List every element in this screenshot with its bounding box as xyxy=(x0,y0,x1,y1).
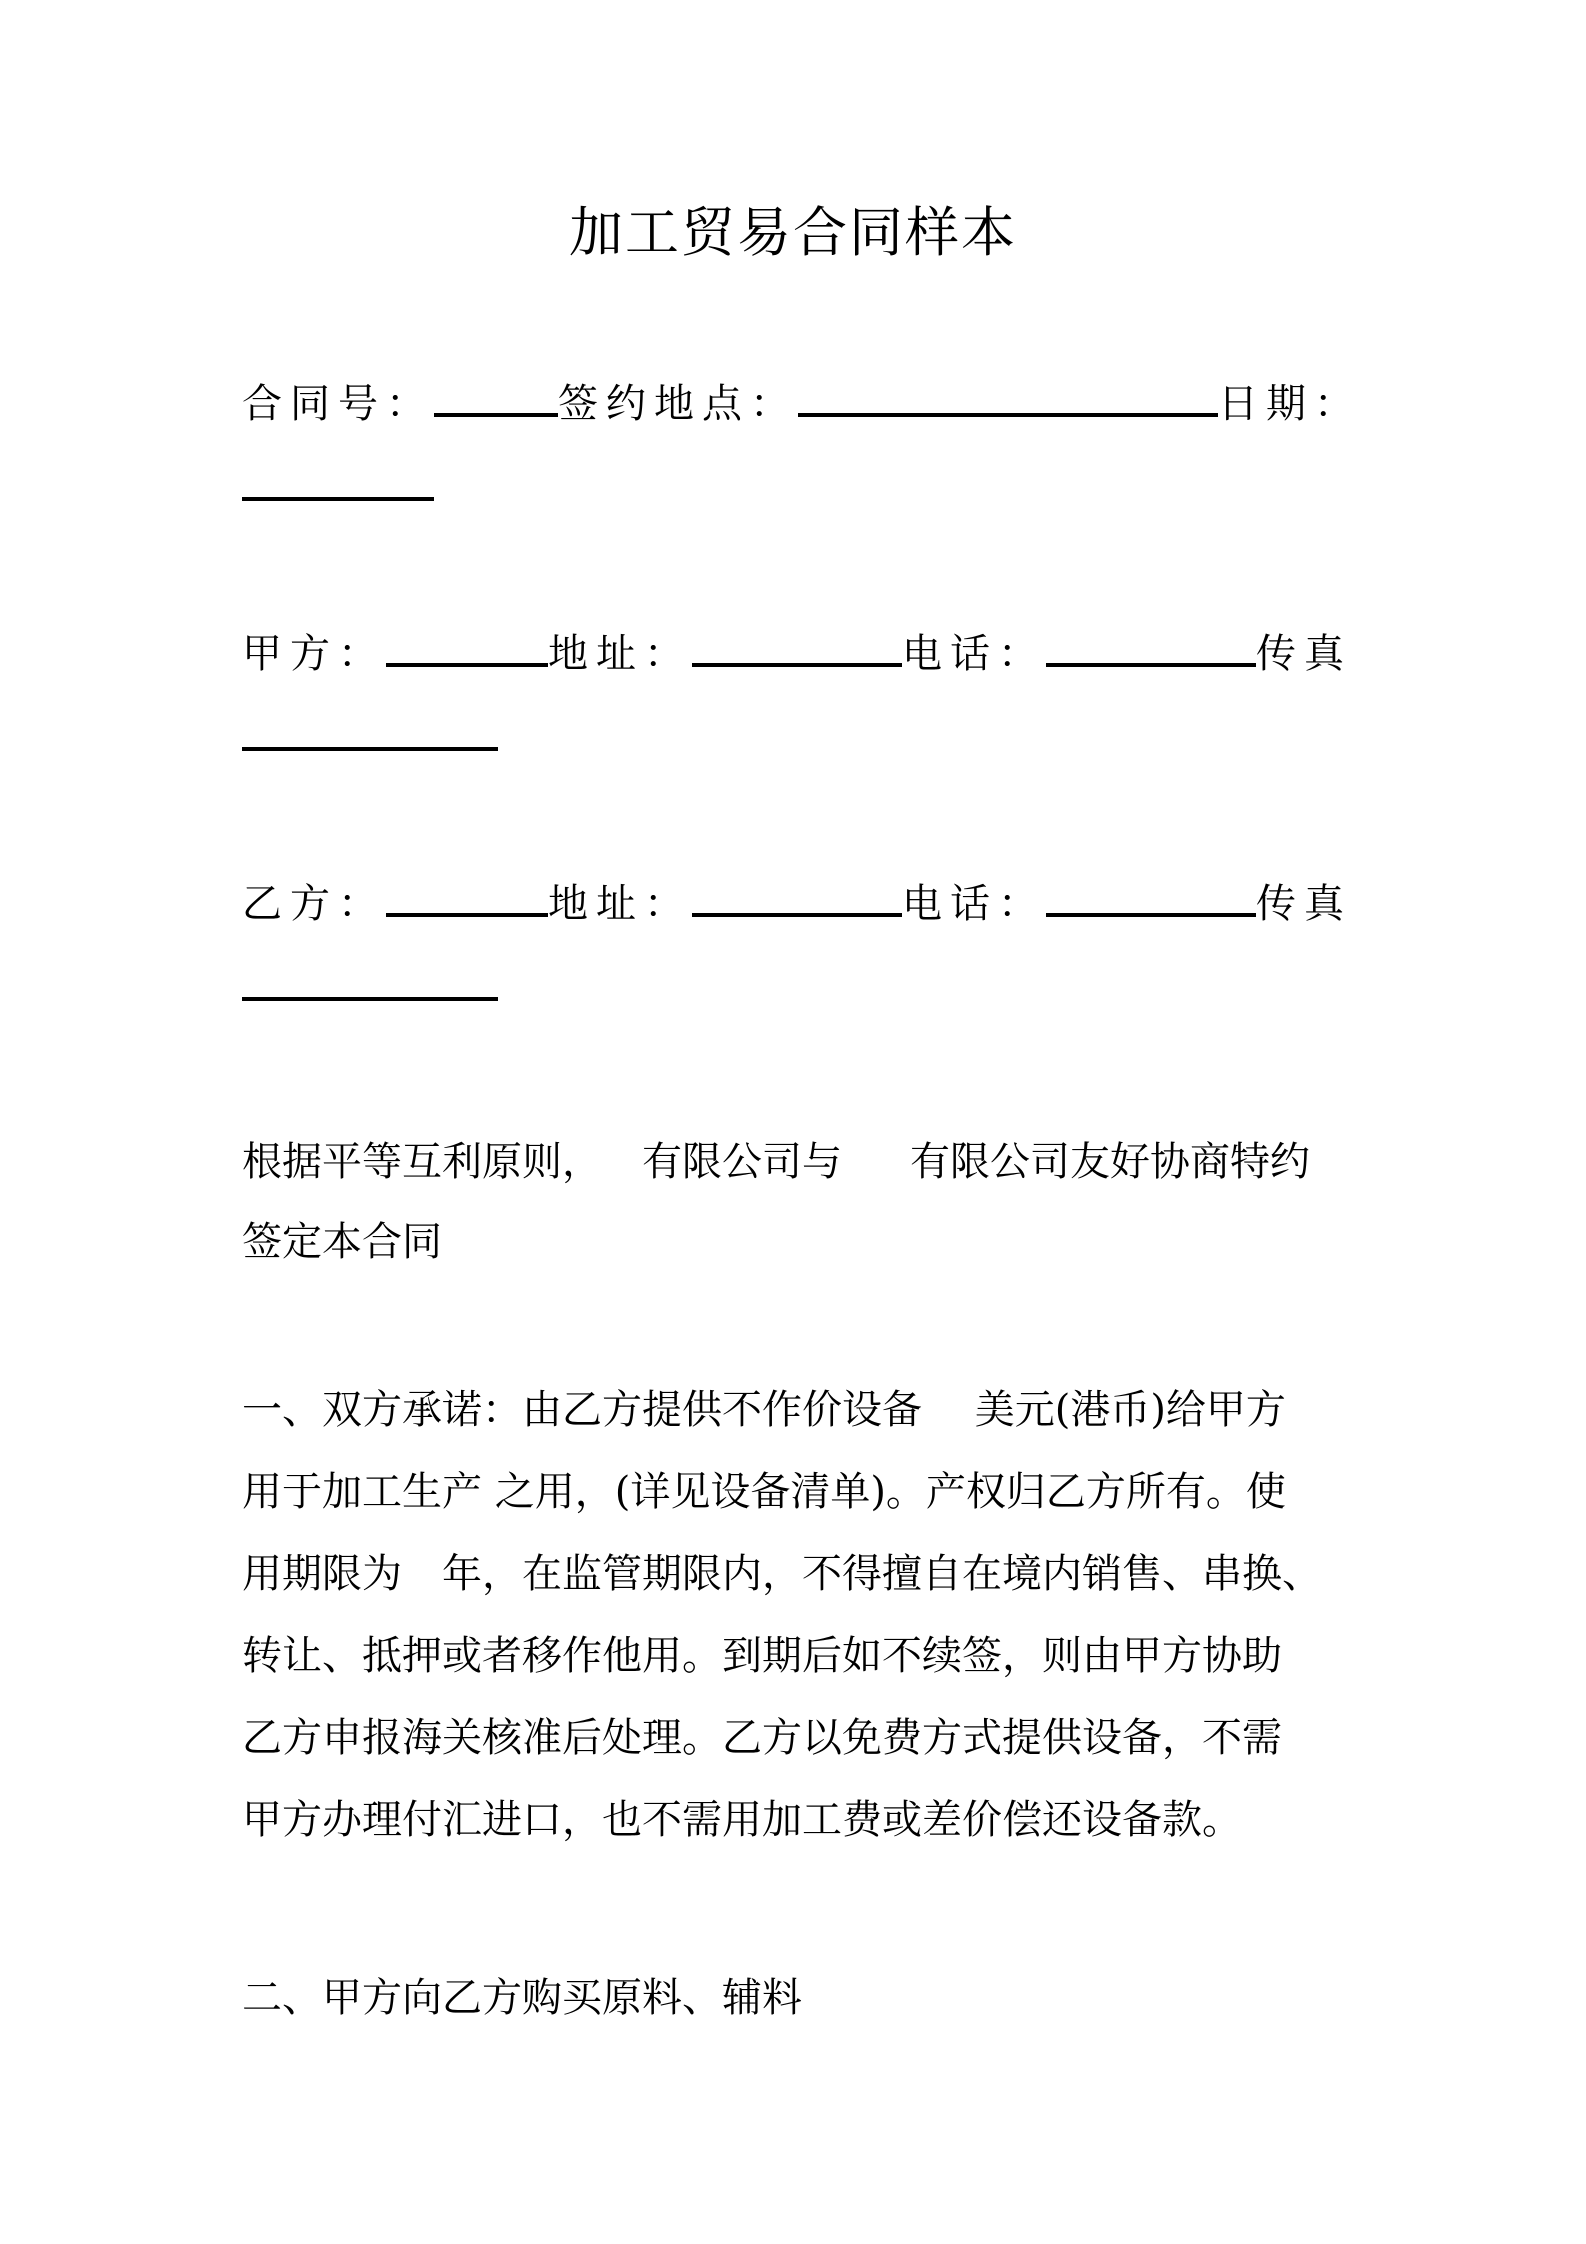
party-b-address-label: 地址： xyxy=(548,881,692,927)
date-label: 日期： xyxy=(1218,381,1362,427)
date-field-line xyxy=(242,462,434,514)
party-b-address-field[interactable] xyxy=(692,879,902,917)
party-b-fax-line xyxy=(242,962,498,1014)
party-a-address-field[interactable] xyxy=(692,629,902,667)
party-a-fax-label: 传真 xyxy=(1256,631,1352,677)
party-a-address-label: 地址： xyxy=(548,631,692,677)
place-label: 签约地点： xyxy=(558,381,798,427)
party-b-fax-label: 传真 xyxy=(1256,881,1352,927)
intro-text-a: 根据平等互利原则， xyxy=(242,1139,602,1185)
intro-text-b: 有限公司与 xyxy=(642,1139,842,1185)
party-b-fax-field[interactable] xyxy=(242,963,498,1001)
party-b-phone-label: 电话： xyxy=(902,881,1046,927)
party-b-name-field[interactable] xyxy=(386,879,548,917)
party-a-phone-field[interactable] xyxy=(1046,629,1256,667)
clause1-line: 乙方申报海关核准后处理。乙方以免费方式提供设备，不需 xyxy=(242,1715,1282,1761)
clause2-heading: 二、甲方向乙方购买原料、辅料 xyxy=(242,1975,802,2021)
clause1-line: 甲方办理付汇进口，也不需用加工费或差价偿还设备款。 xyxy=(242,1797,1242,1843)
party-a-name-field[interactable] xyxy=(386,629,548,667)
party-a-line xyxy=(242,628,1352,680)
party-b-phone-field[interactable] xyxy=(1046,879,1256,917)
clause1-line: 用于加工生产 之用，(详见设备清单)。产权归乙方所有。使 xyxy=(242,1469,1286,1515)
contract-info-line xyxy=(242,378,1362,430)
party-b-line xyxy=(242,878,1352,930)
place-field[interactable] xyxy=(798,379,1218,417)
clause1-line: 一、双方承诺：由乙方提供不作价设备 美元(港币)给甲方 xyxy=(242,1387,1286,1433)
document-title: 加工贸易合同样本 xyxy=(569,201,1017,264)
date-field[interactable] xyxy=(242,463,434,501)
contract-no-field[interactable] xyxy=(434,379,558,417)
intro-line-2: 签定本合同 xyxy=(242,1219,442,1265)
party-a-label: 甲方： xyxy=(242,631,386,677)
intro-text-c: 有限公司友好协商特约 xyxy=(910,1139,1310,1185)
intro-line-1 xyxy=(242,1130,1352,1187)
party-a-fax-line xyxy=(242,712,498,764)
clause1-line: 转让、抵押或者移作他用。到期后如不续签，则由甲方协助 xyxy=(242,1633,1282,1679)
party-a-fax-field[interactable] xyxy=(242,713,498,751)
party-b-label: 乙方： xyxy=(242,881,386,927)
contract-no-label: 合同号： xyxy=(242,381,434,427)
party-a-phone-label: 电话： xyxy=(902,631,1046,677)
clause1-line: 用期限为 年，在监管期限内，不得擅自在境内销售、串换、 xyxy=(242,1551,1322,1597)
